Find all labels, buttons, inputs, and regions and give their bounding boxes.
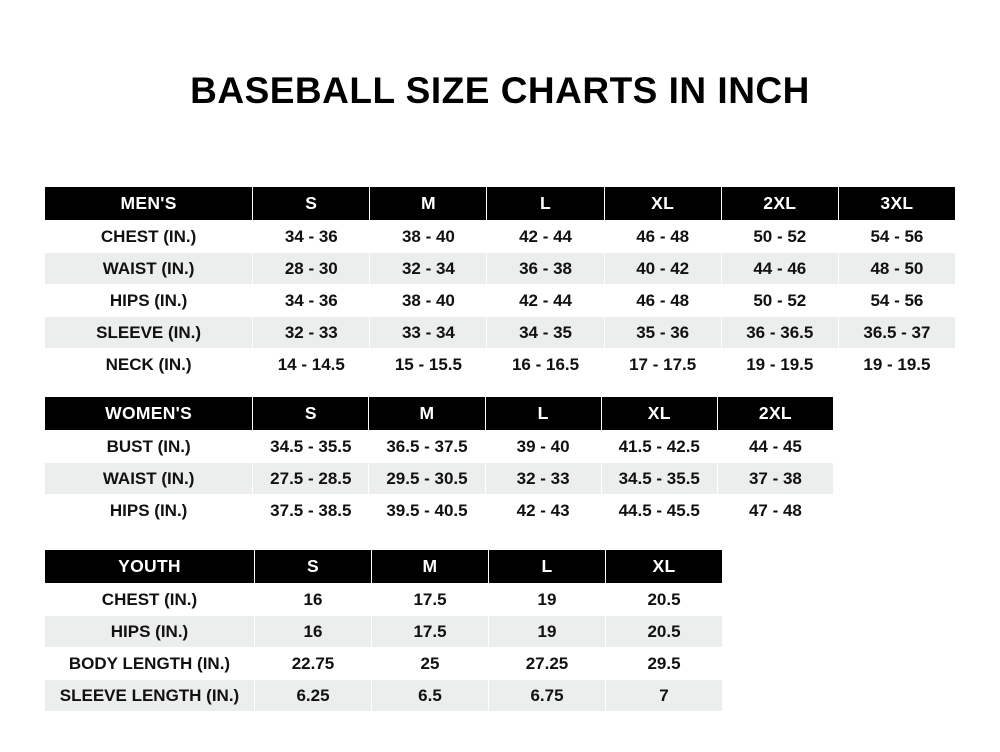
- table-cell: 37 - 38: [717, 463, 833, 495]
- table-cell: 39 - 40: [485, 431, 601, 463]
- table-header-row: [45, 187, 956, 221]
- table-cell: 7: [606, 680, 723, 712]
- table-cell: 19 - 19.5: [721, 349, 838, 381]
- table-cell: 41.5 - 42.5: [601, 431, 717, 463]
- table-cell: 16: [255, 584, 372, 616]
- table-cell: 28 - 30: [253, 253, 370, 285]
- mens-table-header: [45, 187, 956, 221]
- table-cell: 17.5: [372, 616, 489, 648]
- youth-size-table: [44, 549, 723, 712]
- row-label: CHEST (IN.): [45, 584, 255, 616]
- table-cell: 20.5: [606, 584, 723, 616]
- table-cell: 36 - 36.5: [721, 317, 838, 349]
- table-cell: 6.5: [372, 680, 489, 712]
- column-header: 3XL: [838, 187, 955, 221]
- table-row: [45, 584, 723, 616]
- table-cell: 17.5: [372, 584, 489, 616]
- table-cell: 32 - 34: [370, 253, 487, 285]
- table-cell: 34 - 36: [253, 285, 370, 317]
- table-row: [45, 680, 723, 712]
- table-cell: 37.5 - 38.5: [253, 495, 369, 527]
- table-cell: 44 - 46: [721, 253, 838, 285]
- table-cell: 54 - 56: [838, 221, 955, 253]
- row-label: WAIST (IN.): [45, 463, 253, 495]
- row-label: WAIST (IN.): [45, 253, 253, 285]
- table-cell: 40 - 42: [604, 253, 721, 285]
- column-header: M: [369, 397, 485, 431]
- table-cell: 42 - 44: [487, 285, 604, 317]
- womens-size-table: [44, 396, 834, 527]
- column-header: MEN'S: [45, 187, 253, 221]
- table-cell: 19: [489, 584, 606, 616]
- table-cell: 27.25: [489, 648, 606, 680]
- row-label: HIPS (IN.): [45, 616, 255, 648]
- table-cell: 33 - 34: [370, 317, 487, 349]
- row-label: HIPS (IN.): [45, 495, 253, 527]
- table-row: [45, 221, 956, 253]
- mens-table-body: [45, 221, 956, 381]
- row-label: HIPS (IN.): [45, 285, 253, 317]
- table-cell: 34.5 - 35.5: [253, 431, 369, 463]
- column-header: L: [485, 397, 601, 431]
- table-cell: 32 - 33: [485, 463, 601, 495]
- table-header-row: [45, 550, 723, 584]
- table-cell: 19: [489, 616, 606, 648]
- table-row: [45, 431, 834, 463]
- table-header-row: [45, 397, 834, 431]
- table-cell: 47 - 48: [717, 495, 833, 527]
- table-cell: 34 - 36: [253, 221, 370, 253]
- column-header: XL: [604, 187, 721, 221]
- table-cell: 34 - 35: [487, 317, 604, 349]
- row-label: SLEEVE (IN.): [45, 317, 253, 349]
- table-cell: 14 - 14.5: [253, 349, 370, 381]
- table-cell: 35 - 36: [604, 317, 721, 349]
- page-title: BASEBALL SIZE CHARTS IN INCH: [190, 70, 810, 111]
- column-header: S: [253, 187, 370, 221]
- row-label: CHEST (IN.): [45, 221, 253, 253]
- table-row: [45, 463, 834, 495]
- table-cell: 38 - 40: [370, 221, 487, 253]
- column-header: 2XL: [717, 397, 833, 431]
- table-row: [45, 616, 723, 648]
- table-cell: 44.5 - 45.5: [601, 495, 717, 527]
- table-cell: 29.5: [606, 648, 723, 680]
- table-cell: 27.5 - 28.5: [253, 463, 369, 495]
- table-cell: 20.5: [606, 616, 723, 648]
- table-cell: 42 - 43: [485, 495, 601, 527]
- column-header: L: [487, 187, 604, 221]
- table-cell: 36.5 - 37.5: [369, 431, 485, 463]
- table-cell: 6.25: [255, 680, 372, 712]
- row-label: BUST (IN.): [45, 431, 253, 463]
- column-header: WOMEN'S: [45, 397, 253, 431]
- column-header: M: [372, 550, 489, 584]
- table-row: [45, 317, 956, 349]
- column-header: M: [370, 187, 487, 221]
- womens-table-header: [45, 397, 834, 431]
- table-cell: 46 - 48: [604, 221, 721, 253]
- row-label: BODY LENGTH (IN.): [45, 648, 255, 680]
- table-cell: 42 - 44: [487, 221, 604, 253]
- youth-table-body: [45, 584, 723, 712]
- table-cell: 46 - 48: [604, 285, 721, 317]
- mens-size-table: [44, 186, 956, 381]
- table-cell: 29.5 - 30.5: [369, 463, 485, 495]
- table-cell: 48 - 50: [838, 253, 955, 285]
- column-header: L: [489, 550, 606, 584]
- table-row: [45, 648, 723, 680]
- table-cell: 36 - 38: [487, 253, 604, 285]
- column-header: S: [255, 550, 372, 584]
- table-cell: 32 - 33: [253, 317, 370, 349]
- column-header: XL: [601, 397, 717, 431]
- table-row: [45, 349, 956, 381]
- column-header: XL: [606, 550, 723, 584]
- table-cell: 16: [255, 616, 372, 648]
- table-cell: 38 - 40: [370, 285, 487, 317]
- table-cell: 50 - 52: [721, 221, 838, 253]
- column-header: 2XL: [721, 187, 838, 221]
- table-cell: 19 - 19.5: [838, 349, 955, 381]
- youth-table-header: [45, 550, 723, 584]
- table-row: [45, 285, 956, 317]
- column-header: YOUTH: [45, 550, 255, 584]
- womens-table-body: [45, 431, 834, 527]
- table-cell: 16 - 16.5: [487, 349, 604, 381]
- row-label: NECK (IN.): [45, 349, 253, 381]
- table-row: [45, 495, 834, 527]
- table-cell: 54 - 56: [838, 285, 955, 317]
- table-row: [45, 253, 956, 285]
- table-cell: 39.5 - 40.5: [369, 495, 485, 527]
- table-cell: 15 - 15.5: [370, 349, 487, 381]
- table-cell: 22.75: [255, 648, 372, 680]
- table-cell: 34.5 - 35.5: [601, 463, 717, 495]
- table-cell: 17 - 17.5: [604, 349, 721, 381]
- table-cell: 25: [372, 648, 489, 680]
- column-header: S: [253, 397, 369, 431]
- table-cell: 44 - 45: [717, 431, 833, 463]
- table-cell: 50 - 52: [721, 285, 838, 317]
- table-cell: 36.5 - 37: [838, 317, 955, 349]
- row-label: SLEEVE LENGTH (IN.): [45, 680, 255, 712]
- table-cell: 6.75: [489, 680, 606, 712]
